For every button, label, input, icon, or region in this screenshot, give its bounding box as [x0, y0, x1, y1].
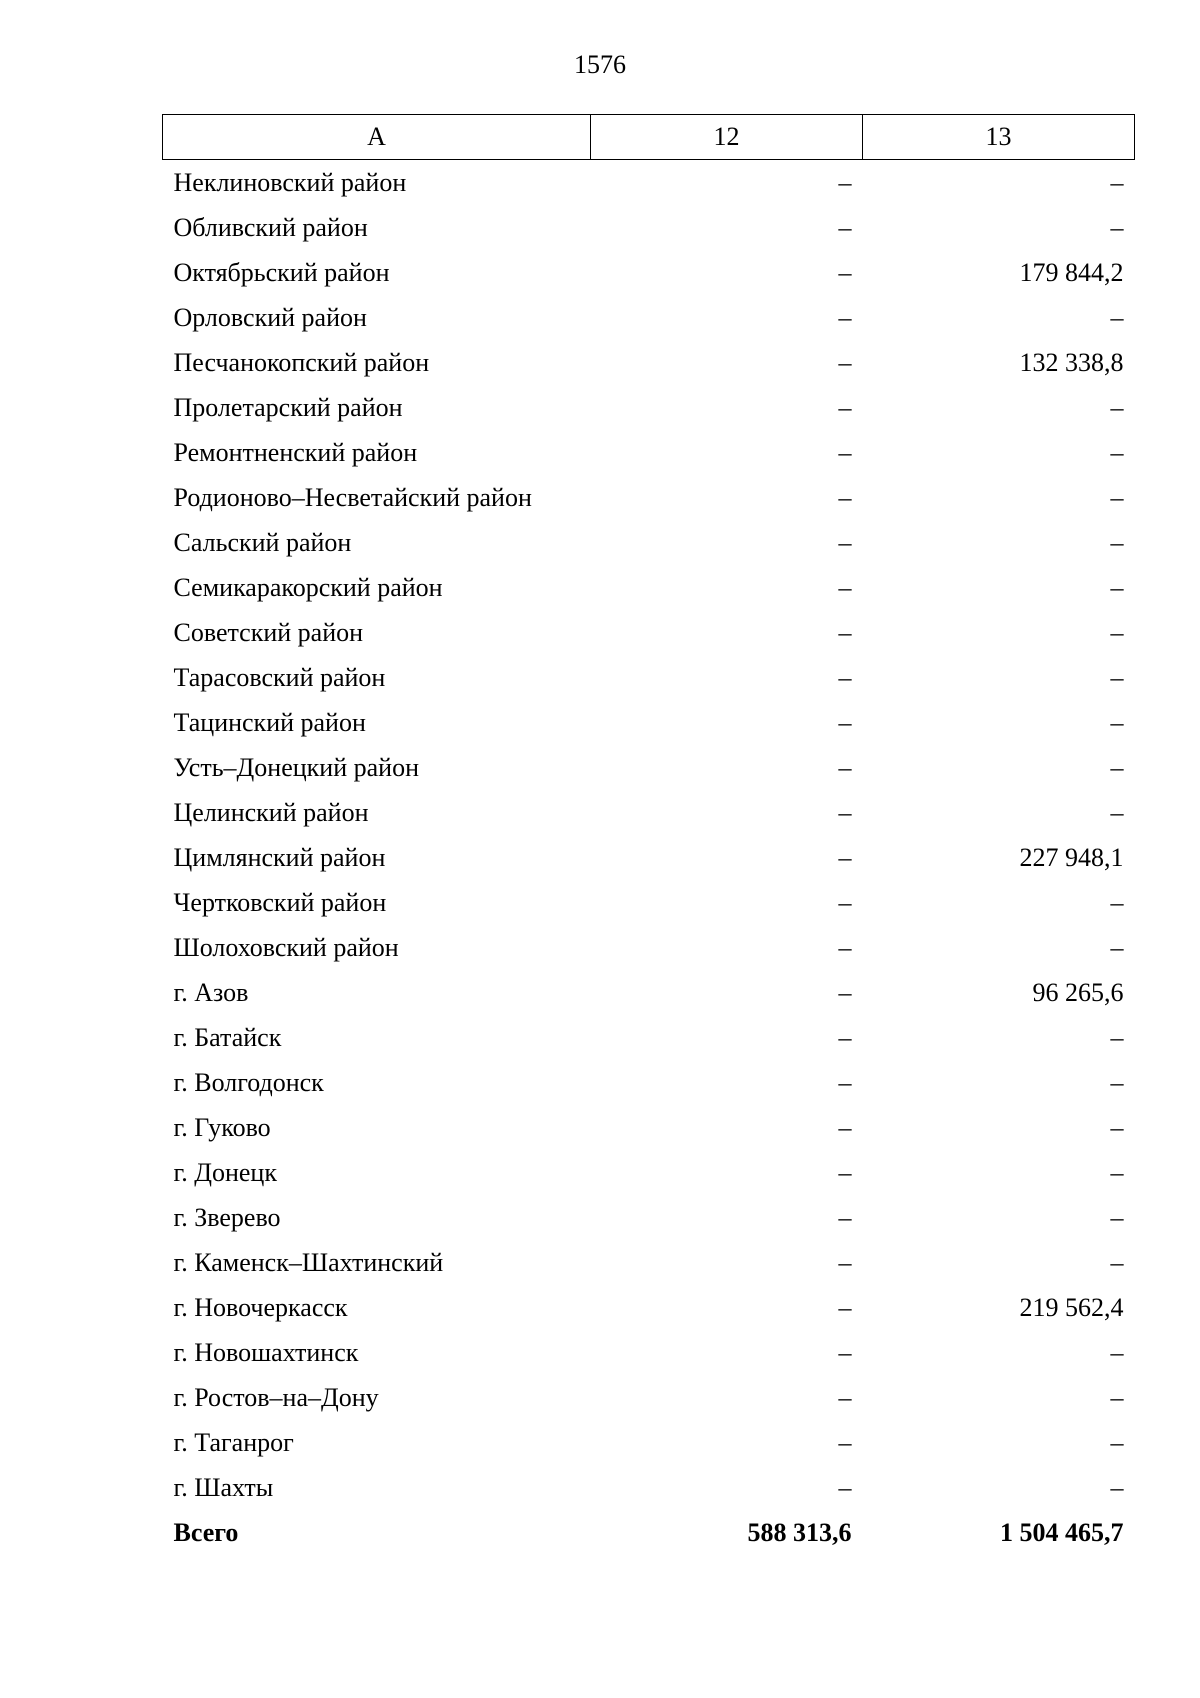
table-row	[163, 1465, 1135, 1510]
row-col13-cell: –	[1110, 302, 1124, 332]
row-col12-cell: –	[838, 1292, 852, 1322]
row-col12-cell: –	[838, 977, 852, 1007]
row-col13-cell: –	[1110, 1022, 1124, 1052]
table-row	[163, 250, 1135, 295]
table-row	[163, 1420, 1135, 1465]
row-col13-cell: –	[1110, 437, 1124, 467]
row-col12-cell: –	[838, 167, 852, 197]
total-col12-cell: 588 313,6	[747, 1517, 852, 1547]
table-row	[163, 1060, 1135, 1105]
page-number: 1576	[574, 50, 626, 79]
row-col13-cell: –	[1110, 527, 1124, 557]
row-name-cell: Пролетарский район	[173, 392, 403, 422]
row-col12-cell: –	[838, 1472, 852, 1502]
total-label-cell: Всего	[173, 1517, 239, 1547]
row-name-cell: Чертковский район	[173, 887, 387, 917]
row-col12-cell: –	[838, 347, 852, 377]
row-col12-cell: –	[838, 1067, 852, 1097]
row-col12-cell: –	[838, 1202, 852, 1232]
row-name-cell: г. Батайск	[173, 1022, 282, 1052]
table-row	[163, 1105, 1135, 1150]
table-row	[163, 835, 1135, 880]
table-row	[163, 880, 1135, 925]
row-col13-cell: –	[1110, 752, 1124, 782]
row-col12-cell: –	[838, 842, 852, 872]
row-col12-cell: –	[838, 887, 852, 917]
table-row	[163, 565, 1135, 610]
total-col13-cell: 1 504 465,7	[1000, 1517, 1124, 1547]
table-row	[163, 610, 1135, 655]
table-row	[163, 340, 1135, 385]
row-name-cell: Целинский район	[173, 797, 369, 827]
row-col13-cell: –	[1110, 887, 1124, 917]
table-row	[163, 1240, 1135, 1285]
row-col12-cell: –	[838, 797, 852, 827]
table-row	[163, 1195, 1135, 1240]
table-body	[163, 160, 1135, 1556]
row-name-cell: Обливский район	[173, 212, 368, 242]
row-col13-cell: –	[1110, 572, 1124, 602]
row-col13-cell: –	[1110, 1382, 1124, 1412]
row-col12-cell: –	[838, 1247, 852, 1277]
row-col13-cell: –	[1110, 662, 1124, 692]
header-row	[163, 115, 1135, 160]
row-name-cell: г. Азов	[173, 977, 249, 1007]
row-name-cell: Ремонтненский район	[173, 437, 418, 467]
table-row	[163, 925, 1135, 970]
table-row	[163, 475, 1135, 520]
row-col12-cell: –	[838, 1337, 852, 1367]
row-name-cell: г. Зверево	[173, 1202, 281, 1232]
data-table	[162, 114, 1135, 1555]
row-col13-cell: –	[1110, 1247, 1124, 1277]
row-col13-cell: –	[1110, 932, 1124, 962]
row-col12-cell: –	[838, 1112, 852, 1142]
row-col13-cell: –	[1110, 212, 1124, 242]
row-col13-cell: –	[1110, 392, 1124, 422]
table-row	[163, 790, 1135, 835]
row-name-cell: г. Шахты	[173, 1472, 274, 1502]
table-row	[163, 1015, 1135, 1060]
row-col12-cell: –	[838, 257, 852, 287]
row-name-cell: г. Гуково	[173, 1112, 271, 1142]
row-col12-cell: –	[838, 482, 852, 512]
row-col13-cell: –	[1110, 1202, 1124, 1232]
table-row	[163, 1330, 1135, 1375]
row-col12-cell: –	[838, 1382, 852, 1412]
row-col12-cell: –	[838, 302, 852, 332]
row-name-cell: г. Таганрог	[173, 1427, 294, 1457]
row-col13-cell: –	[1110, 1157, 1124, 1187]
table-header	[163, 115, 1135, 160]
row-col13-cell: –	[1110, 482, 1124, 512]
table-row	[163, 160, 1135, 206]
row-col13-cell: 227 948,1	[1019, 842, 1124, 872]
row-col12-cell: –	[838, 707, 852, 737]
row-col13-cell: 96 265,6	[1032, 977, 1124, 1007]
row-col12-cell: –	[838, 572, 852, 602]
table-row	[163, 655, 1135, 700]
row-name-cell: г. Новошахтинск	[173, 1337, 359, 1367]
column-header-13: 13	[863, 115, 1135, 160]
table-row	[163, 1375, 1135, 1420]
row-col13-cell: –	[1110, 1337, 1124, 1367]
table-row	[163, 295, 1135, 340]
row-col12-cell: –	[838, 212, 852, 242]
column-header-12: 12	[591, 115, 863, 160]
table-row	[163, 1150, 1135, 1195]
row-name-cell: Шолоховский район	[173, 932, 399, 962]
table-row	[163, 520, 1135, 565]
total-row	[163, 1510, 1135, 1555]
table-row	[163, 700, 1135, 745]
row-col13-cell: –	[1110, 1427, 1124, 1457]
row-name-cell: Цимлянский район	[173, 842, 386, 872]
row-name-cell: г. Новочеркасск	[173, 1292, 348, 1322]
row-col12-cell: –	[838, 392, 852, 422]
table-row	[163, 745, 1135, 790]
row-col13-cell: –	[1110, 1472, 1124, 1502]
row-name-cell: Неклиновский район	[173, 167, 407, 197]
row-name-cell: Родионово–Несветайский район	[173, 482, 532, 512]
row-name-cell: г. Ростов–на–Дону	[173, 1382, 379, 1412]
row-name-cell: Октябрьский район	[173, 257, 390, 287]
row-col13-cell: –	[1110, 167, 1124, 197]
table-row	[163, 430, 1135, 475]
row-name-cell: Советский район	[173, 617, 364, 647]
row-name-cell: Песчанокопский район	[173, 347, 430, 377]
row-col13-cell: –	[1110, 1067, 1124, 1097]
row-col13-cell: –	[1110, 1112, 1124, 1142]
table-row	[163, 970, 1135, 1015]
column-header-a: А	[163, 115, 591, 160]
row-name-cell: Тарасовский район	[173, 662, 386, 692]
row-col13-cell: –	[1110, 797, 1124, 827]
row-name-cell: Семикаракорский район	[173, 572, 443, 602]
row-col13-cell: 179 844,2	[1019, 257, 1124, 287]
table-row	[163, 1285, 1135, 1330]
row-col12-cell: –	[838, 617, 852, 647]
row-col13-cell: 132 338,8	[1019, 347, 1124, 377]
row-name-cell: г. Донецк	[173, 1157, 277, 1187]
row-col12-cell: –	[838, 752, 852, 782]
row-col12-cell: –	[838, 1022, 852, 1052]
row-col12-cell: –	[838, 932, 852, 962]
row-col12-cell: –	[838, 662, 852, 692]
row-name-cell: Усть–Донецкий район	[173, 752, 419, 782]
row-col13-cell: –	[1110, 707, 1124, 737]
row-col13-cell: 219 562,4	[1019, 1292, 1124, 1322]
row-col12-cell: –	[838, 437, 852, 467]
row-name-cell: Тацинский район	[173, 707, 366, 737]
row-name-cell: Сальский район	[173, 527, 352, 557]
row-name-cell: г. Волгодонск	[173, 1067, 324, 1097]
row-col12-cell: –	[838, 1427, 852, 1457]
data-table-container	[162, 114, 1134, 1555]
row-col12-cell: –	[838, 1157, 852, 1187]
row-col12-cell: –	[838, 527, 852, 557]
table-row	[163, 205, 1135, 250]
row-col13-cell: –	[1110, 617, 1124, 647]
row-name-cell: г. Каменск–Шахтинский	[173, 1247, 444, 1277]
table-row	[163, 385, 1135, 430]
row-name-cell: Орловский район	[173, 302, 367, 332]
